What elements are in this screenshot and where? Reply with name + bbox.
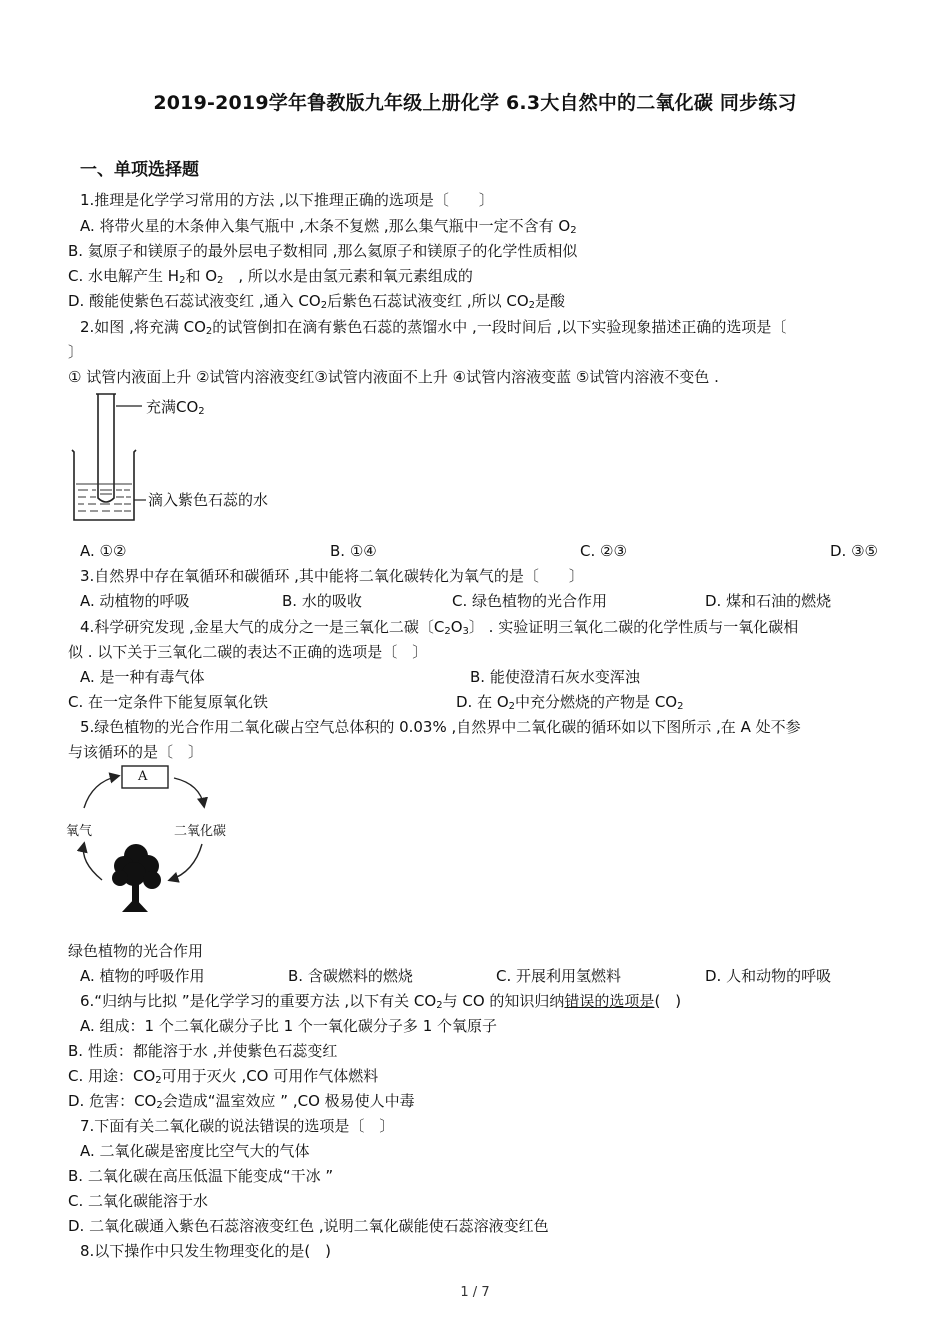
carbon-cycle-diagram [62, 762, 242, 922]
q7-option-a[interactable]: A. 二氧化碳是密度比空气大的气体 [80, 1142, 310, 1160]
q5-option-d[interactable]: D. 人和动物的呼吸 [705, 967, 832, 985]
q6-option-c[interactable]: C. 用途：$CO_2$可用于灭火 ,CO 可用作气体燃料 [68, 1067, 379, 1086]
q6-option-b[interactable]: B. 性质：都能溶于水 ,并使紫色石蕊变红 [68, 1042, 338, 1060]
page-number: 1 / 7 [460, 1285, 490, 1300]
q5-option-c[interactable]: C. 开展利用氢燃料 [496, 967, 622, 985]
q5-option-a[interactable]: A. 植物的呼吸作用 [80, 967, 205, 985]
figure-box-a: A [138, 769, 148, 784]
q3-stem: 3.自然界中存在氧循环和碳循环 ,其中能将二氧化碳转化为氧气的是〔 〕 [80, 567, 584, 585]
q2-items: ① 试管内液面上升 ②试管内溶液变红③试管内液面不上升 ④试管内溶液变蓝 ⑤试管内溶液不变色 . [68, 368, 719, 386]
q8-stem: 8.以下操作中只发生物理变化的是( ) [80, 1242, 332, 1260]
figure-label-water: 滴入紫色石蕊的水 [148, 491, 269, 509]
q3-option-b[interactable]: B. 水的吸收 [282, 592, 362, 610]
q4-option-a[interactable]: A. 是一种有毒气体 [80, 668, 205, 686]
q7-option-d[interactable]: D. 二氧化碳通入紫色石蕊溶液变红色 ,说明二氧化碳能使石蕊溶液变红色 [68, 1217, 549, 1235]
q4-option-b[interactable]: B. 能使澄清石灰水变浑浊 [470, 668, 640, 686]
q7-option-c[interactable]: C. 二氧化碳能溶于水 [68, 1192, 209, 1210]
q3-option-c[interactable]: C. 绿色植物的光合作用 [452, 592, 608, 610]
q5-stem: 5.绿色植物的光合作用二氧化碳占空气总体积的 0.03% ,自然界中二氧化碳的循环如以下图所示 ,在 A 处不参 [80, 718, 801, 736]
section-heading: 一、单项选择题 [80, 160, 199, 180]
q2-option-a[interactable]: A. ①② [80, 542, 127, 560]
q4-stem: 4.科学研究发现 ,金星大气的成分之一是三氧化二碳〔$C_2O_3$〕 . 实验证明三氧化二碳的化学性质与一氧化碳相 [80, 618, 799, 637]
figure-label-oxygen: 氧气 [66, 824, 93, 839]
q5-option-b[interactable]: B. 含碳燃料的燃烧 [288, 967, 413, 985]
q4-option-c[interactable]: C. 在一定条件下能复原氧化铁 [68, 693, 269, 711]
q2-stem-cont: 〕 [68, 343, 84, 361]
q7-option-b[interactable]: B. 二氧化碳在高压低温下能变成“干冰 ” [68, 1167, 334, 1185]
q2-option-c[interactable]: C. ②③ [580, 542, 627, 560]
q2-stem: 2.如图 ,将充满 $CO_2$的试管倒扣在滴有紫色石蕊的蒸馏水中 ,一段时间后 ,以下实验现象描述正确的选项是〔 [80, 318, 787, 337]
document-title: 2019-2019学年鲁教版九年级上册化学 6.3大自然中的二氧化碳 同步练习 [153, 92, 797, 114]
figure-label-co2: 充满$CO_2$ [146, 398, 205, 417]
q5-figure-caption: 绿色植物的光合作用 [68, 942, 204, 960]
q4-stem-cont: 似 . 以下关于三氧化二碳的表达不正确的选项是〔 〕 [68, 643, 428, 661]
q7-stem: 7.下面有关二氧化碳的说法错误的选项是〔 〕 [80, 1117, 395, 1135]
test-tube-figure [66, 388, 306, 528]
q1-option-d[interactable]: D. 酸能使紫色石蕊试液变红 ,通入 $CO_2$后紫色石蕊试液变红 ,所以 $CO_2$是酸 [68, 292, 566, 311]
q6-stem: 6.“归纳与比拟 ”是化学学习的重要方法 ,以下有关 $CO_2$与 CO 的知识归纳错误的选项是( ) [80, 992, 682, 1011]
q1-option-b[interactable]: B. 氦原子和镁原子的最外层电子数相同 ,那么氦原子和镁原子的化学性质相似 [68, 242, 578, 260]
q1-option-c[interactable]: C. 水电解产生 $H_2$和 $O_2$ , 所以水是由氢元素和氧元素组成的 [68, 267, 473, 286]
q5-stem-cont: 与该循环的是〔 〕 [68, 743, 204, 761]
q2-option-d[interactable]: D. ③⑤ [830, 542, 878, 560]
figure-label-co2-cycle: 二氧化碳 [174, 824, 227, 839]
q3-option-d[interactable]: D. 煤和石油的燃烧 [705, 592, 832, 610]
q2-option-b[interactable]: B. ①④ [330, 542, 377, 560]
q4-option-d[interactable]: D. 在 $O_2$中充分燃烧的产物是 $CO_2$ [456, 693, 684, 712]
q1-stem: 1.推理是化学学习常用的方法 ,以下推理正确的选项是〔 〕 [80, 191, 494, 209]
q6-option-a[interactable]: A. 组成：1 个二氧化碳分子比 1 个一氧化碳分子多 1 个氧原子 [80, 1017, 498, 1035]
q3-option-a[interactable]: A. 动植物的呼吸 [80, 592, 190, 610]
q6-option-d[interactable]: D. 危害：$CO_2$会造成“温室效应 ” ,CO 极易使人中毒 [68, 1092, 415, 1111]
carbon-cycle-figure [62, 762, 242, 922]
q1-option-a[interactable]: A. 将带火星的木条伸入集气瓶中 ,木条不复燃 ,那么集气瓶中一定不含有 $O_2$ [80, 217, 577, 236]
